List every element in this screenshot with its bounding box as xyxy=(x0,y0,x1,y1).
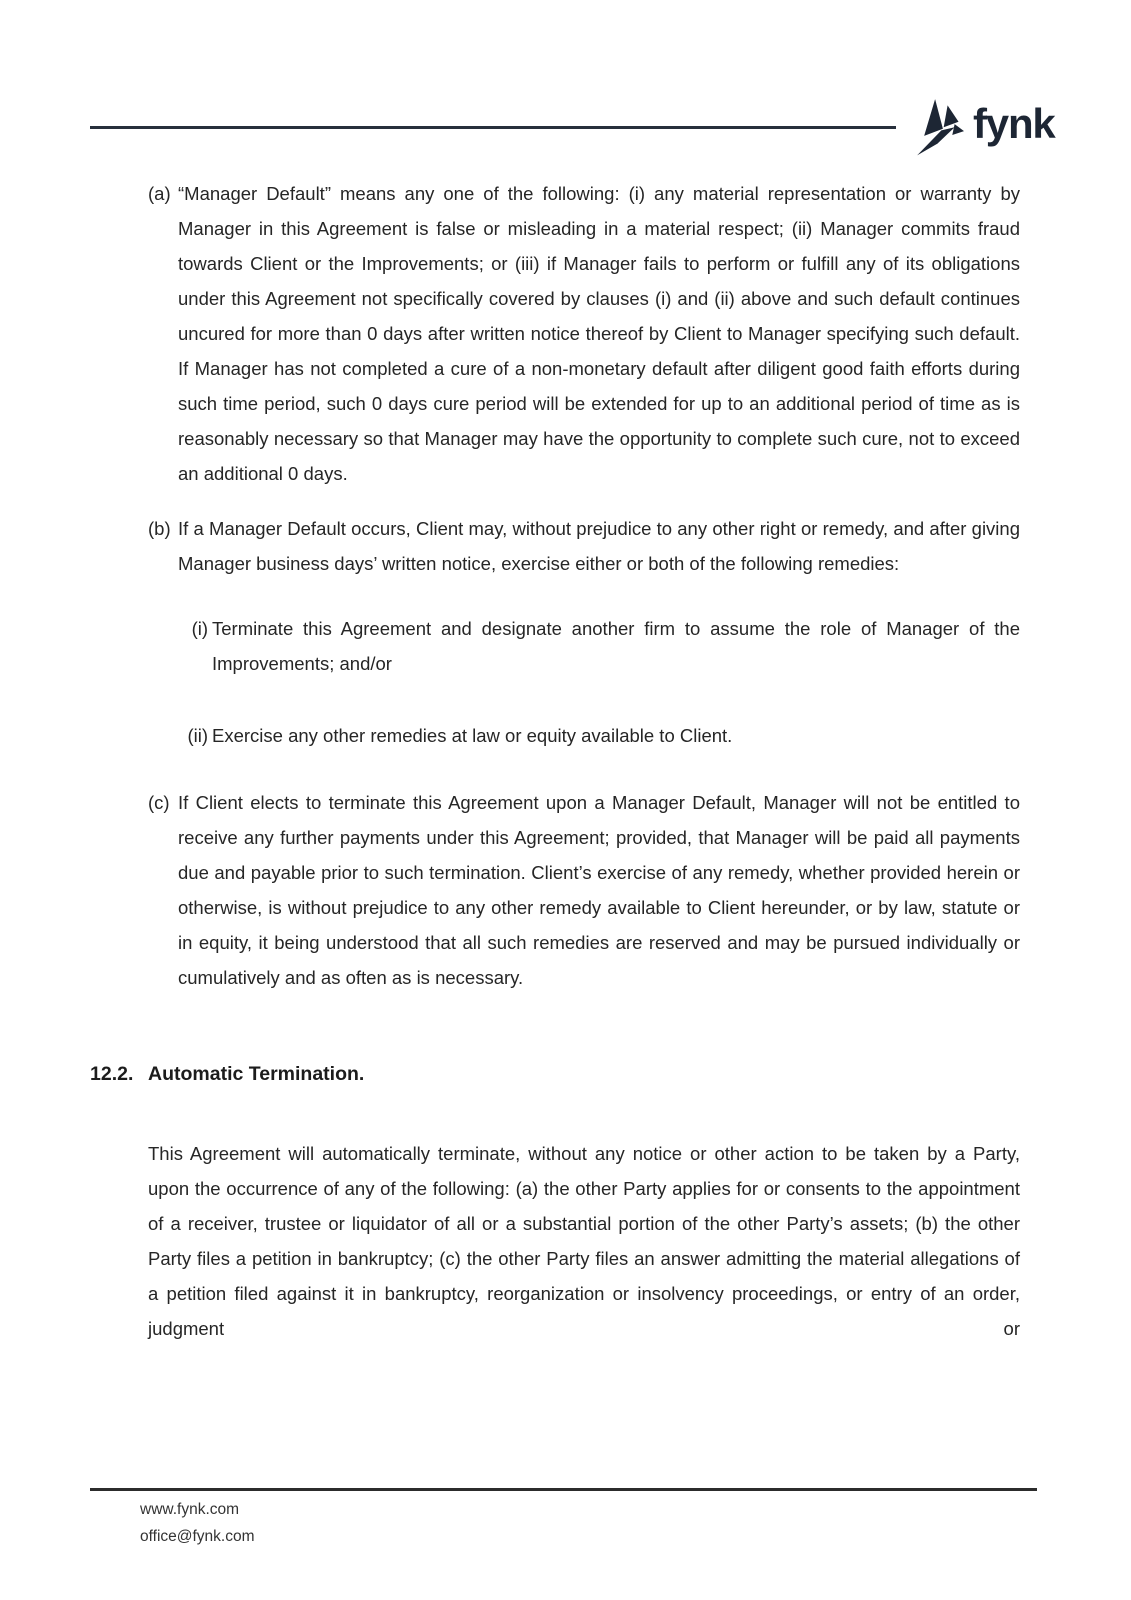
clause-a-text: “Manager Default” means any one of the following: (i) any material representation or warranty by Manager in this Agreement is false or misleading in a material respect; (ii) Manager commits fraud towards Client or the Improvements; or (iii) if Manager fails to perform or fulfill any of its obligations under this Agreement not specifically covered by clauses (i) and (ii) above and such default continues uncured for more than 0 days after written notice thereof by Client to Manager specifying such default. If Manager has not completed a cure of a non-monetary default after diligent good faith efforts during such time period, such 0 days cure period will be extended for up to an additional period of time as is reasonably necessary so that Manager may have the opportunity to complete such cure, not to exceed an additional 0 days. xyxy=(178,183,1020,484)
clause-b-marker: (b) xyxy=(148,518,171,539)
subclause-i-marker: (i) xyxy=(191,618,208,639)
brand-wordmark: fynk xyxy=(973,100,1055,147)
clause-c-text: If Client elects to terminate this Agreement upon a Manager Default, Manager will not be entitled to receive any further payments under this Agreement; provided, that Manager will be paid all payments due and payable prior to such termination. Client’s exercise of any remedy, whether provided herein or otherwise, is without prejudice to any other remedy available to Client hereunder, or by law, statute or in equity, it being understood that all such remedies are reserved and may be pursued individually or cumulatively and as often as is necessary. xyxy=(178,792,1020,988)
subclause-ii-text: Exercise any other remedies at law or equity available to Client. xyxy=(212,725,733,746)
email-link[interactable]: office@fynk.com xyxy=(140,1527,255,1545)
subclause-ii xyxy=(182,718,1020,753)
subclause-i-text: Terminate this Agreement and designate another firm to assume the role of Manager of the Improvements; and/or xyxy=(212,618,1020,674)
website-link[interactable]: www.fynk.com xyxy=(140,1501,240,1518)
origami-bird-icon xyxy=(914,98,964,158)
clause-c-marker: (c) xyxy=(148,792,170,813)
section-body-text: This Agreement will automatically terminate, without any notice or other action to be taken by a Party, upon the occurrence of any of the following: (a) the other Party applies for or consents to the appointment of a receiver, trustee or liquidator of all or a substantial portion of the other Party’s assets; (b) the other Party files a petition in bankruptcy; (c) the other Party files an answer admitting the material allegations of a petition filed against it in bankruptcy, reorganization or insolvency proceedings, or entry of an order, judgment or xyxy=(148,1143,1020,1339)
subclause-i xyxy=(182,611,1020,681)
clause-c xyxy=(148,785,1020,995)
section-number: 12.2. xyxy=(90,1063,134,1085)
section-heading xyxy=(90,1057,1020,1092)
document-body xyxy=(90,176,1020,1346)
clause-a xyxy=(148,176,1020,491)
fynk-logo xyxy=(914,98,1055,158)
footer-rule xyxy=(90,1488,1037,1491)
footer-links xyxy=(140,1497,255,1550)
subclause-ii-marker: (ii) xyxy=(187,725,208,746)
header-rule xyxy=(90,126,896,129)
section-title: Automatic Termination. xyxy=(148,1063,365,1085)
clause-b xyxy=(148,511,1020,581)
clause-a-marker: (a) xyxy=(148,183,171,204)
clause-b-text: If a Manager Default occurs, Client may, without prejudice to any other right or remedy, and after giving Manager business days’ written notice, exercise either or both of the following remedies: xyxy=(178,518,1020,574)
